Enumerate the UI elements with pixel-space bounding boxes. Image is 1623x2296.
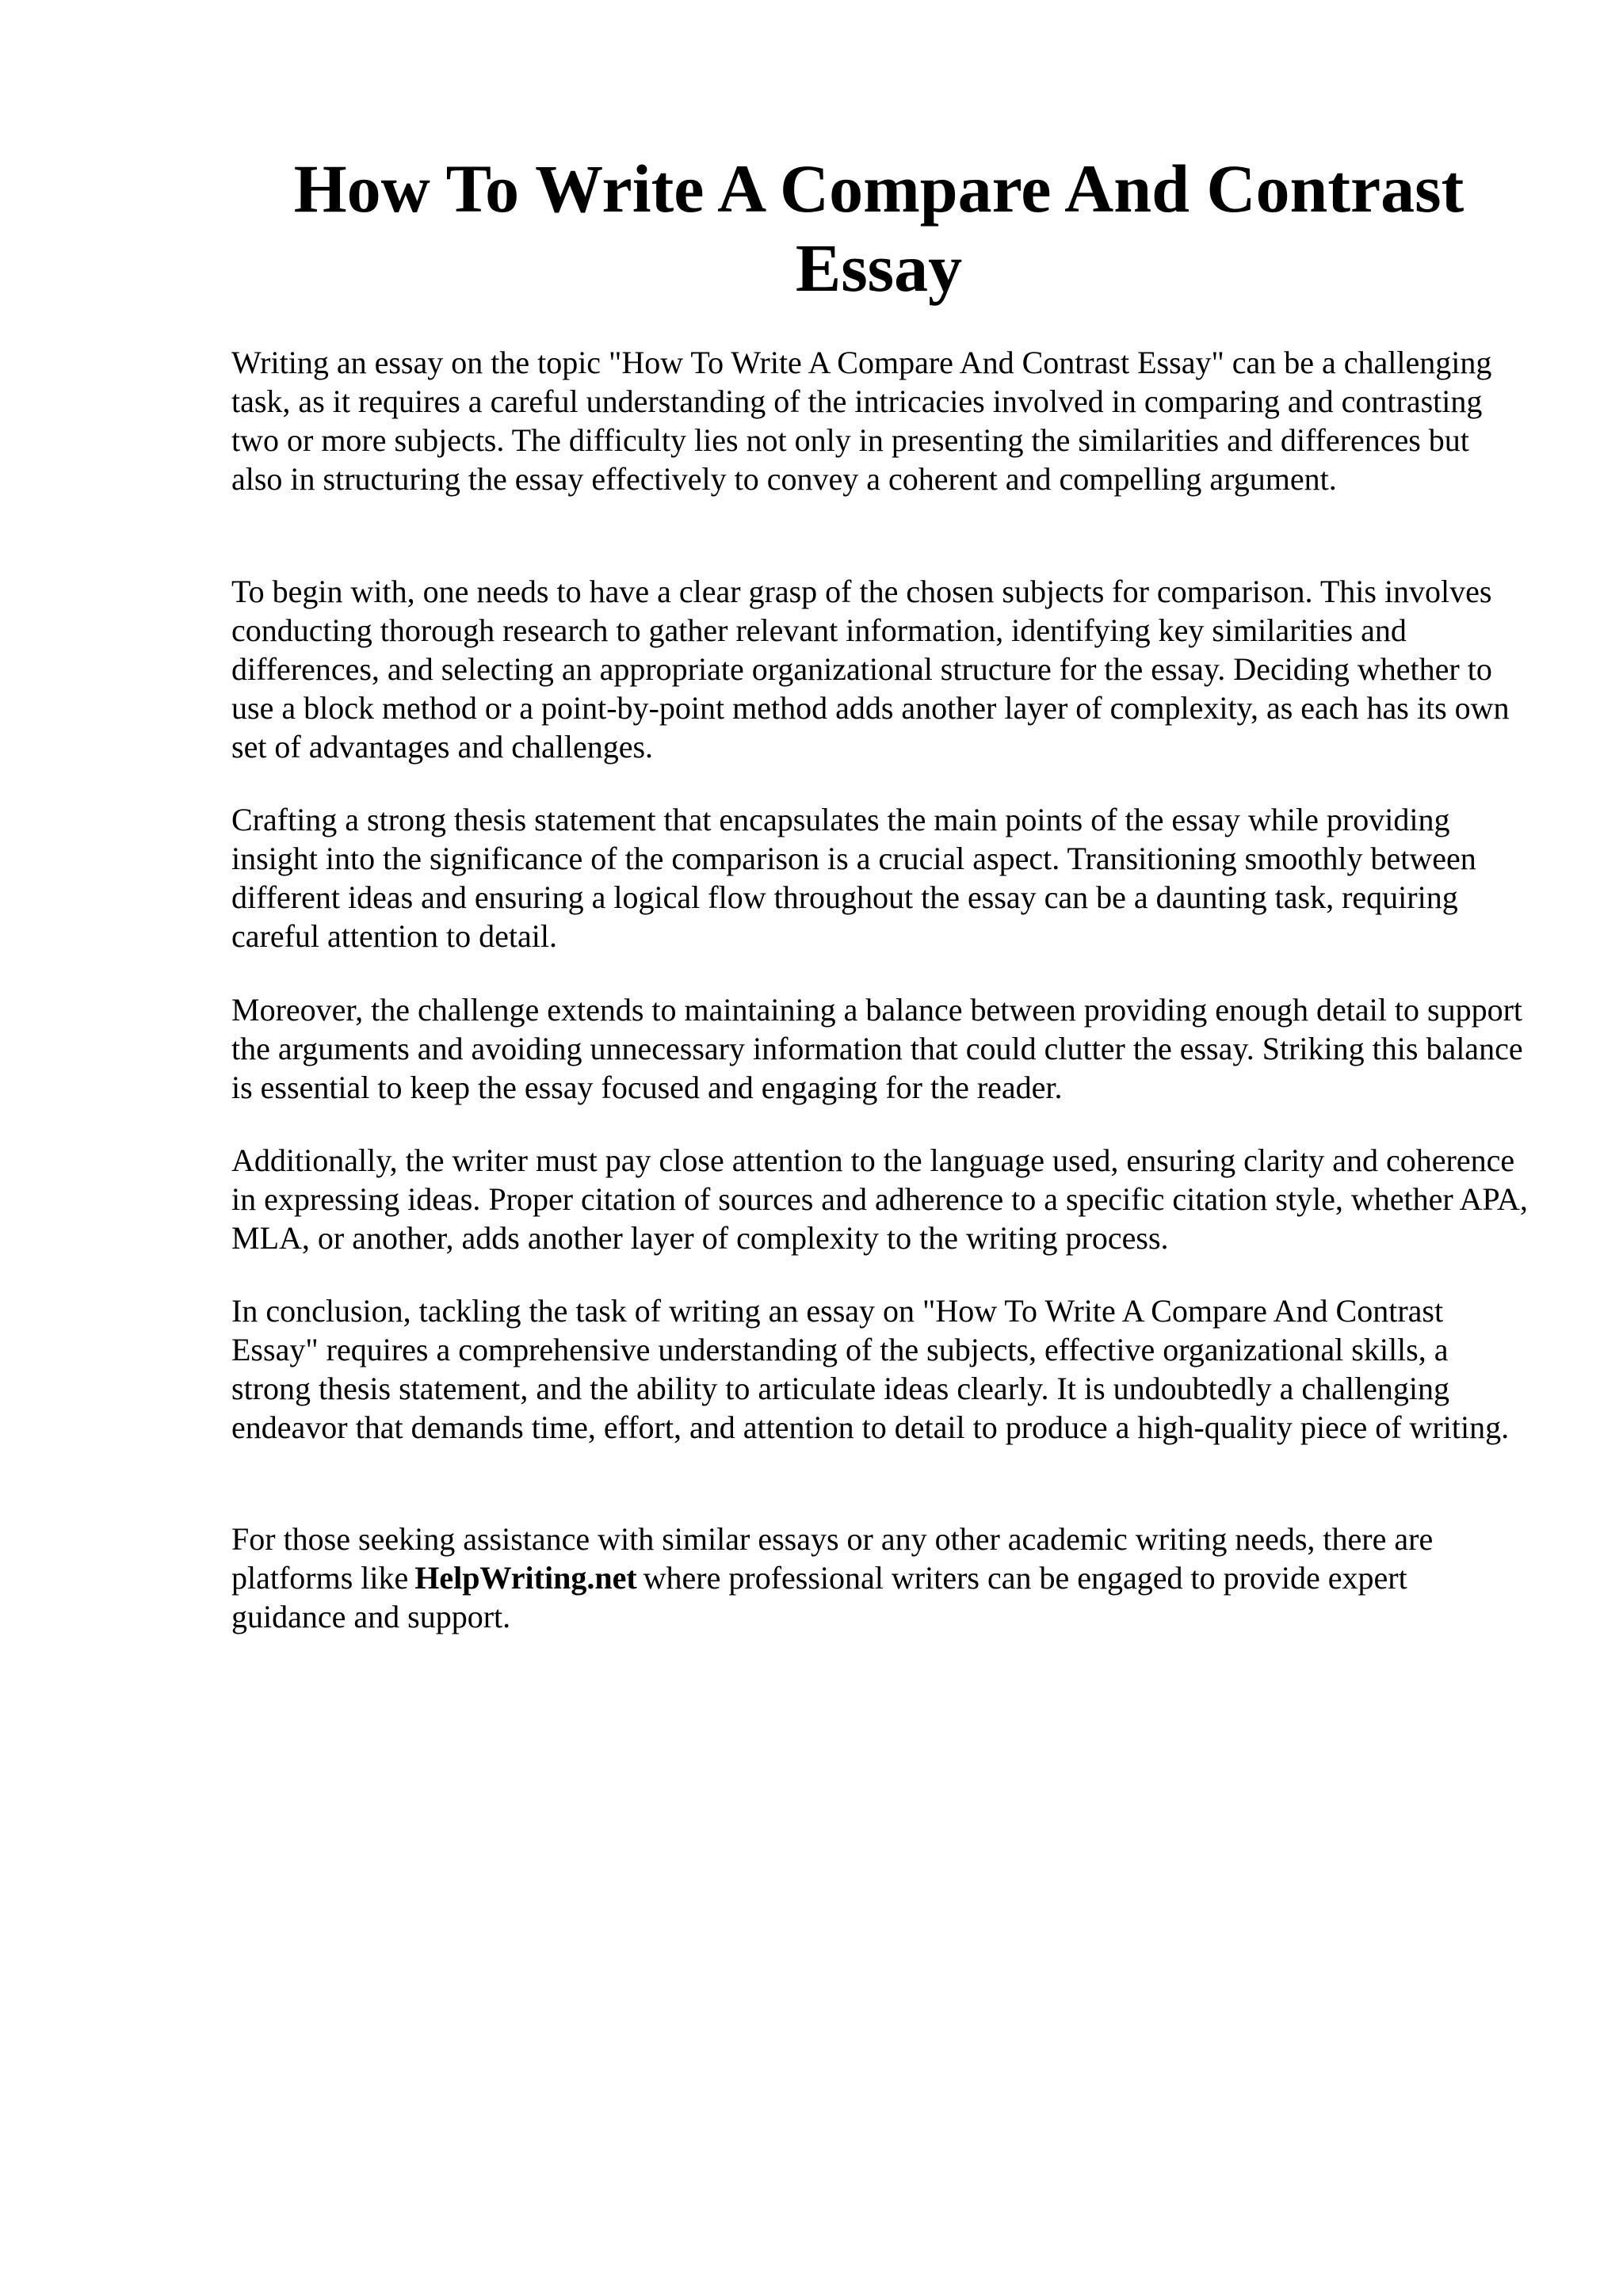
paragraph-intro: Writing an essay on the topic "How To Write A Compare And Contrast Essay" can be a challenging task, as it requires a careful understanding of the intricacies involved in comparing and contrasting two or more subjects. The difficulty lies not only in presenting the similarities and differences but also in structuring the essay effectively to convey a coherent and compelling argument. bbox=[231, 345, 1492, 497]
paragraph-closing bbox=[231, 1520, 1528, 1636]
helpwriting-link[interactable]: HelpWriting.net bbox=[414, 1560, 637, 1596]
closing-text-after: where professional writers can be engaged to provide expert guidance and support. bbox=[231, 1560, 1407, 1634]
document-title: How To Write A Compare And Contrast Essay bbox=[293, 151, 1465, 306]
paragraph-subjects: To begin with, one needs to have a clear grasp of the chosen subjects for comparison. This involves conducting thorough research to gather relevant information, identifying key similarities and differences, and selecting an appropriate organizational structure for the essay. Deciding whether to use a block method or a point-by-point method adds another layer of complexity, as each has its own set of advantages and challenges. bbox=[231, 574, 1510, 765]
paragraph-conclusion: In conclusion, tackling the task of writing an essay on "How To Write A Compare And Contrast Essay" requires a comprehensive understanding of the subjects, effective organizational skills, a strong thesis statement, and the ability to articulate ideas clearly. It is undoubtedly a challenging endeavor that demands time, effort, and attention to detail to produce a high-quality piece of writing. bbox=[231, 1293, 1510, 1445]
paragraph-thesis: Crafting a strong thesis statement that encapsulates the main points of the essay while providing insight into the significance of the comparison is a crucial aspect. Transitioning smoothly between different ideas and ensuring a logical flow throughout the essay can be a daunting task, requiring careful attention to detail. bbox=[231, 802, 1476, 954]
paragraph-language: Additionally, the writer must pay close attention to the language used, ensuring clarity and coherence in expressing ideas. Proper citation of sources and adherence to a specific citation style, whether APA, MLA, or another, adds another layer of complexity to the writing process. bbox=[231, 1142, 1528, 1256]
closing-text-before: For those seeking assistance with similar essays or any other academic writing needs, there are platforms like bbox=[231, 1521, 1434, 1596]
paragraph-balance: Moreover, the challenge extends to maintaining a balance between providing enough detail to support the arguments and avoiding unnecessary information that could clutter the essay. Striking this balance is essential to keep the essay focused and engaging for the reader. bbox=[231, 992, 1523, 1105]
